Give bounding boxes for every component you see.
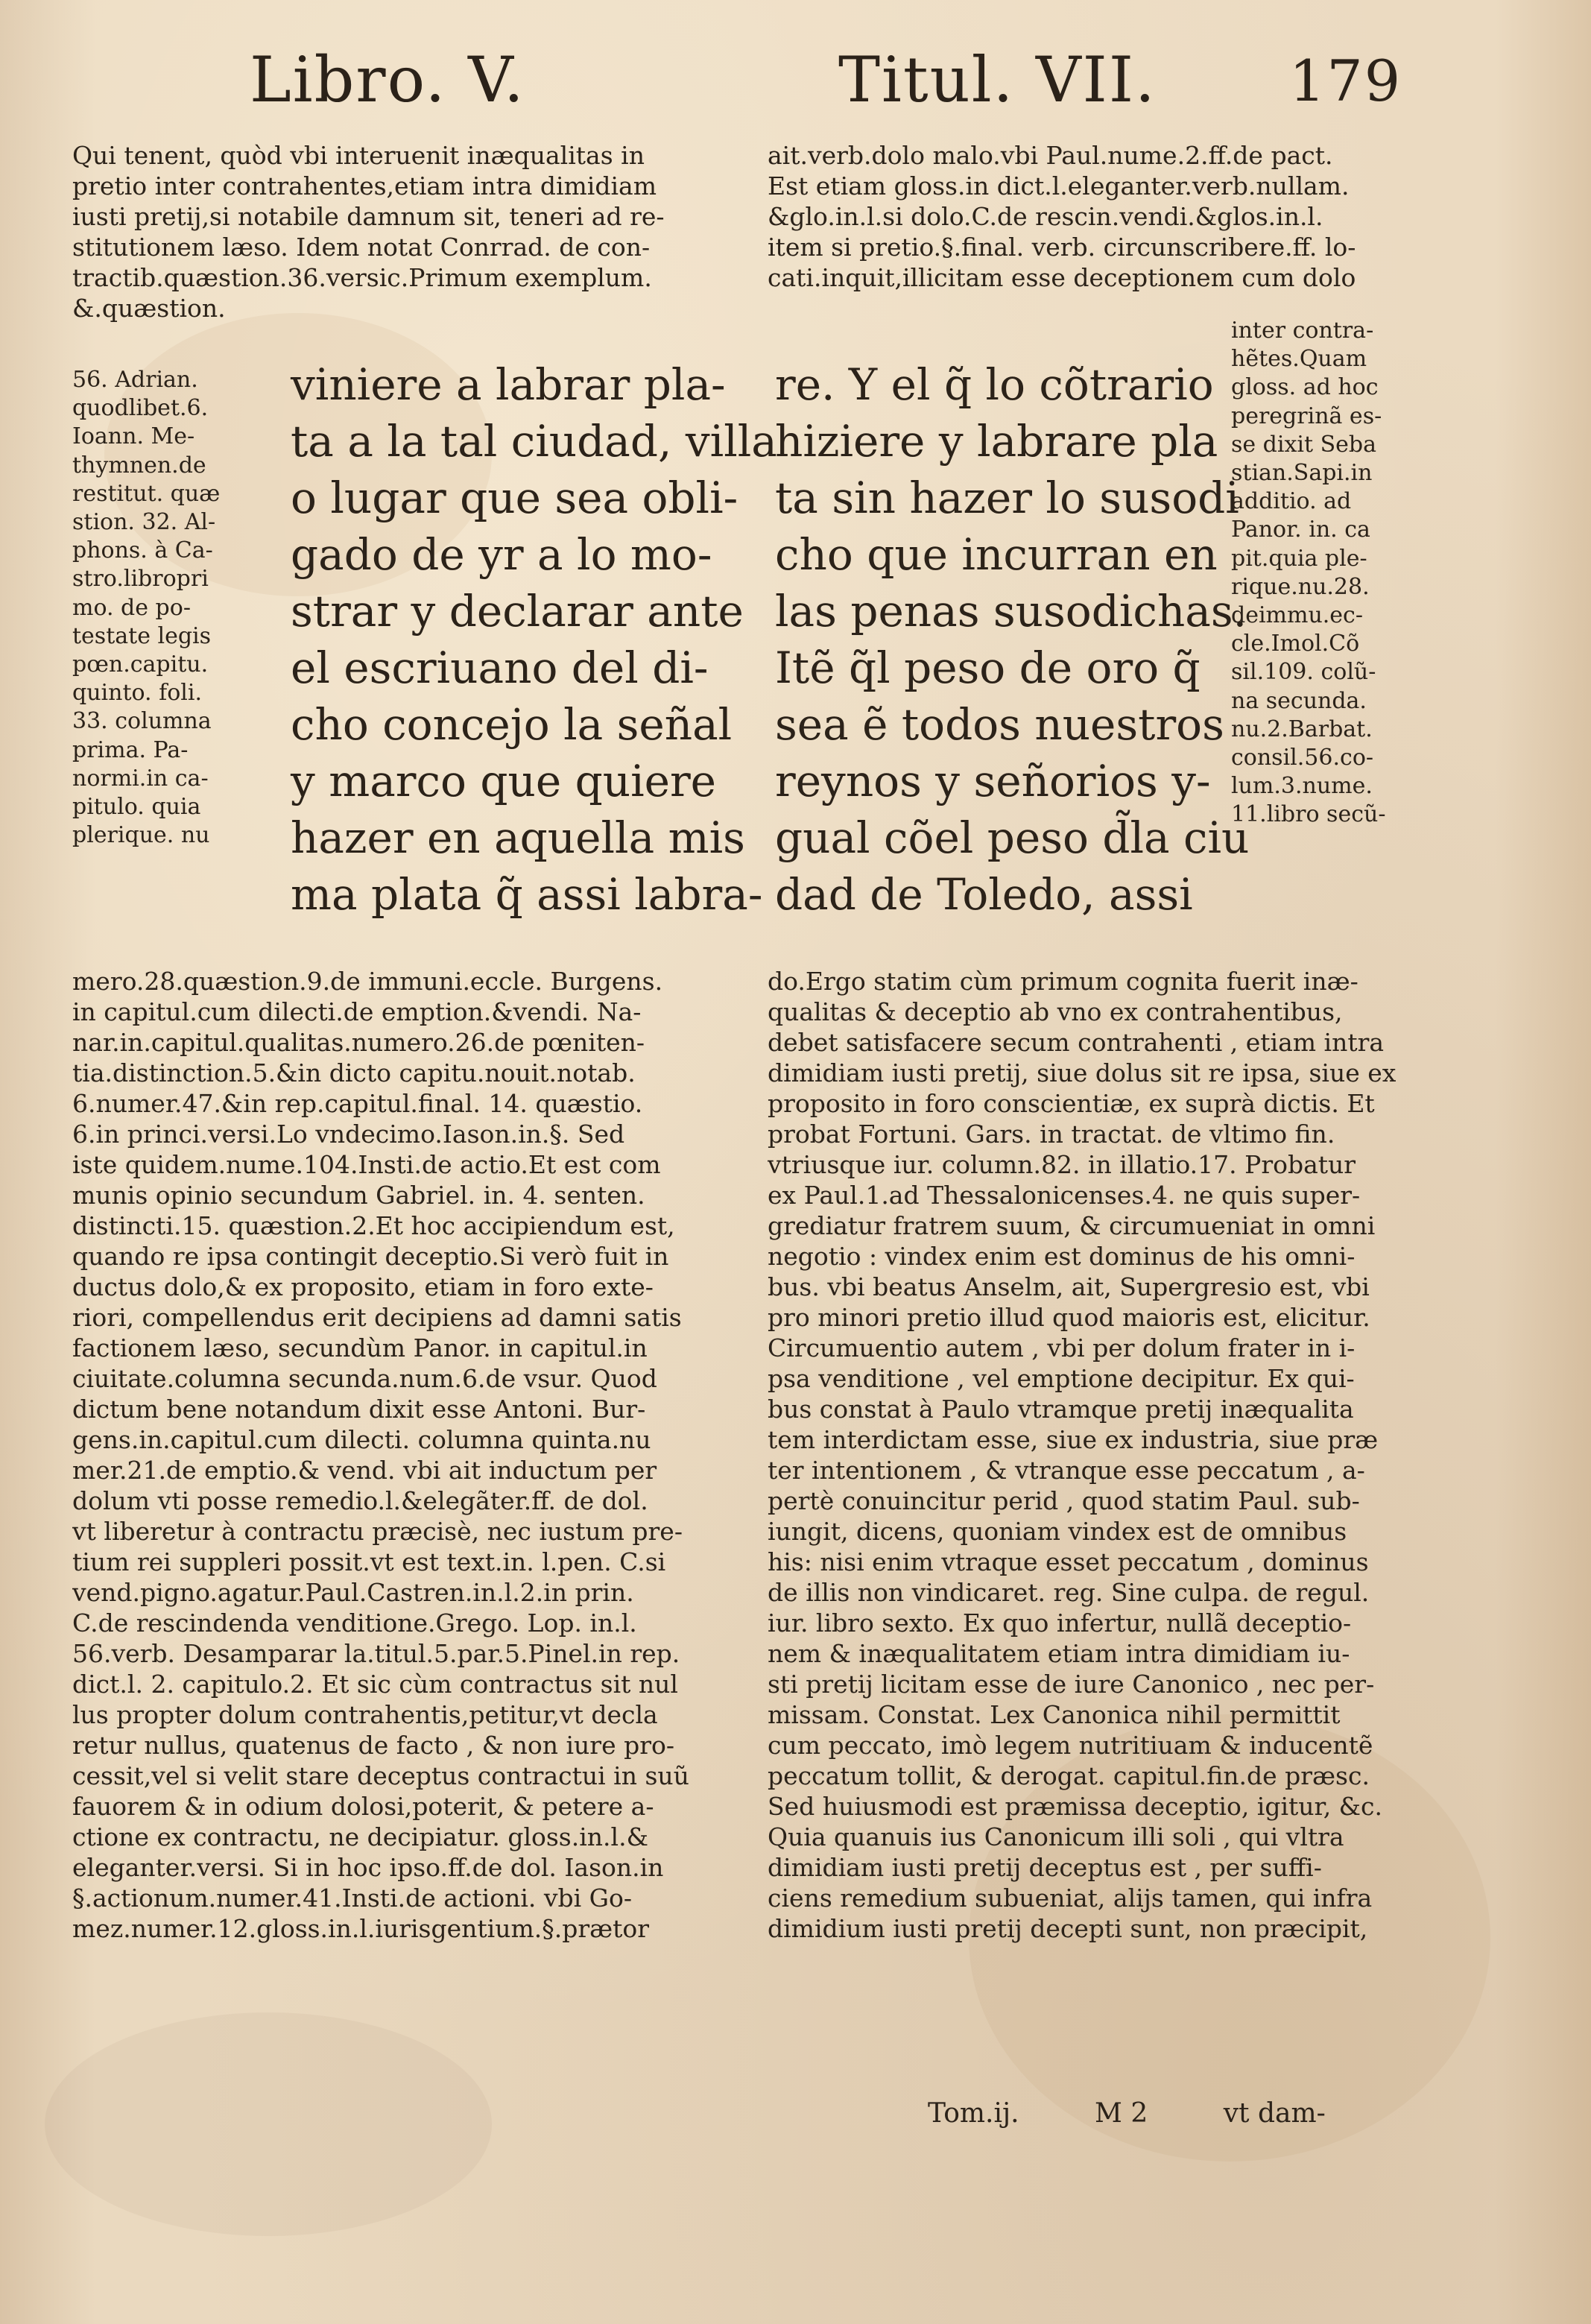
header-book: Libro. V. xyxy=(250,43,525,116)
text-line: bus constat à Paulo vtramque pretij inæqualita xyxy=(768,1395,1354,1424)
large-text-line: hazer en aquella mis xyxy=(291,812,745,863)
text-line: de illis non vindicaret. reg. Sine culpa. de regul. xyxy=(768,1578,1370,1607)
large-text-block-left xyxy=(291,356,777,923)
margin-line: stro.libropri xyxy=(72,566,209,593)
text-line: factionem læso, secundùm Panor. in capitul.in xyxy=(72,1333,648,1362)
text-line: cum peccato, imò legem nutritiuam & inducentẽ xyxy=(768,1731,1373,1760)
text-line: his: nisi enim vtraque esset peccatum , dominus xyxy=(768,1547,1369,1576)
text-line: quando re ipsa contingit deceptio.Si verò fuit in xyxy=(72,1242,669,1271)
margin-line: pit.quia ple- xyxy=(1231,545,1367,572)
text-line: nem & inæqualitatem etiam intra dimidiam iu- xyxy=(768,1639,1350,1668)
large-text-line: reynos y señorios y- xyxy=(775,756,1211,806)
large-text-line: dad de Toledo, assi xyxy=(775,869,1193,920)
margin-line: sil.109. colũ- xyxy=(1231,659,1376,686)
text-line: tractib.quæstion.36.versic.Primum exemplum. xyxy=(72,263,652,292)
margin-line: quinto. foli. xyxy=(72,680,202,707)
text-line: munis opinio secundum Gabriel. in. 4. senten. xyxy=(72,1181,645,1210)
margin-line: additio. ad xyxy=(1231,488,1352,515)
margin-line: restitut. quæ xyxy=(72,480,221,507)
text-line: eleganter.versi. Si in hoc ipso.ff.de dol. Iason.in xyxy=(72,1853,664,1882)
large-text-line: strar y declarar ante xyxy=(291,586,744,637)
margin-line: quodlibet.6. xyxy=(72,395,209,422)
text-line: negotio : vindex enim est dominus de his omni- xyxy=(768,1242,1356,1271)
text-line: dimidiam iusti pretij, siue dolus sit re ipsa, siue ex xyxy=(768,1058,1397,1087)
text-line: ait.verb.dolo malo.vbi Paul.nume.2.ff.de pact. xyxy=(768,141,1333,170)
text-line: Est etiam gloss.in dict.l.eleganter.verb.nullam. xyxy=(768,171,1350,200)
large-text-line: sea ẽ todos nuestros xyxy=(775,699,1224,750)
text-line: in capitul.cum dilecti.de emption.&vendi. Na- xyxy=(72,997,642,1026)
large-text-line: re. Y el q̃ lo cõtrario xyxy=(775,359,1214,410)
tome-mark: Tom.ij. xyxy=(928,2098,1019,2129)
text-line: ductus dolo,& ex proposito, etiam in foro exte- xyxy=(72,1272,654,1301)
margin-line: mo. de po- xyxy=(72,594,191,621)
text-line: psa venditione , vel emptione decipitur. Ex qui- xyxy=(768,1364,1355,1393)
margin-line: phons. à Ca- xyxy=(72,537,213,564)
left-column-top xyxy=(72,140,718,323)
large-text-line: gado de yr a lo mo- xyxy=(291,529,712,580)
margin-line: pitulo. quia xyxy=(72,794,201,821)
margin-line: inter contra- xyxy=(1231,318,1374,344)
text-line: dictum bene notandum dixit esse Antoni. Bur- xyxy=(72,1395,646,1424)
text-line: stitutionem læso. Idem notat Conrrad. de con- xyxy=(72,233,651,262)
large-text-line: gual cõel peso d̃la ciu xyxy=(775,812,1250,863)
right-margin-note xyxy=(1231,317,1410,830)
text-line: iur. libro sexto. Ex quo infertur, nullã deceptio- xyxy=(768,1608,1352,1638)
text-line: cati.inquit,illicitam esse deceptionem cum dolo xyxy=(768,263,1356,292)
margin-line: 11.libro secũ- xyxy=(1231,801,1386,828)
large-text-line: hiziere y labrare pla xyxy=(775,416,1218,467)
text-line: Sed huiusmodi est præmissa deceptio, igitur, &c. xyxy=(768,1792,1383,1821)
text-line: debet satisfacere secum contrahenti , etiam intra xyxy=(768,1028,1385,1057)
text-line: proposito in foro conscientiæ, ex suprà dictis. Et xyxy=(768,1089,1375,1118)
text-line: mero.28.quæstion.9.de immuni.eccle. Burgens. xyxy=(72,967,663,996)
text-line: 6.in princi.versi.Lo vndecimo.Iason.in.§. Sed xyxy=(72,1120,625,1149)
text-line: lus propter dolum contrahentis,petitur,vt decla xyxy=(72,1700,658,1729)
text-line: sti pretij licitam esse de iure Canonico , nec per- xyxy=(768,1670,1375,1699)
text-line: distincti.15. quæstion.2.Et hoc accipiendum est, xyxy=(72,1211,675,1240)
text-line: missam. Constat. Lex Canonica nihil permittit xyxy=(768,1700,1341,1729)
margin-line: prima. Pa- xyxy=(72,736,189,763)
margin-line: na secunda. xyxy=(1231,687,1367,714)
text-line: &glo.in.l.si dolo.C.de rescin.vendi.&glos.in.l. xyxy=(768,202,1323,231)
text-line: §.actionum.numer.41.Insti.de actioni. vbi Go- xyxy=(72,1883,633,1913)
margin-line: se dixit Seba xyxy=(1231,431,1376,458)
text-line: dimidiam iusti pretij deceptus est , per suffi- xyxy=(768,1853,1322,1882)
text-line: iste quidem.nume.104.Insti.de actio.Et est com xyxy=(72,1150,661,1179)
margin-line: thymnen.de xyxy=(72,452,206,479)
large-text-line: ta a la tal ciudad, villa xyxy=(291,416,777,467)
large-text-line: y marco que quiere xyxy=(291,756,716,806)
text-line: grediatur fratrem suum, & circumueniat in omni xyxy=(768,1211,1376,1240)
text-line: mer.21.de emptio.& vend. vbi ait inductum per xyxy=(72,1456,657,1485)
margin-line: cle.Imol.Cõ xyxy=(1231,631,1360,657)
left-margin-note xyxy=(72,366,251,850)
text-line: Quia quanuis ius Canonicum illi soli , qui vltra xyxy=(768,1822,1344,1851)
text-line: dolum vti posse remedio.l.&elegãter.ff. de dol. xyxy=(72,1486,648,1515)
catchword: vt dam- xyxy=(1223,2098,1326,2129)
text-line: tia.distinction.5.&in dicto capitu.nouit.notab. xyxy=(72,1058,636,1087)
text-line: 56.verb. Desamparar la.titul.5.par.5.Pinel.in rep. xyxy=(72,1639,680,1668)
text-line: Circumuentio autem , vbi per dolum frater in i- xyxy=(768,1333,1356,1362)
text-line: ciens remedium subueniat, alijs tamen, qui infra xyxy=(768,1883,1373,1913)
text-line: do.Ergo statim cùm primum cognita fuerit inæ- xyxy=(768,967,1358,996)
margin-line: consil.56.co- xyxy=(1231,745,1374,771)
right-column-top xyxy=(768,140,1408,293)
text-line: riori, compellendus erit decipiens ad damni satis xyxy=(72,1303,682,1332)
text-line: fauorem & in odium dolosi,poterit, & petere a- xyxy=(72,1792,654,1821)
text-line: vt liberetur à contractu præcisè, nec iustum pre- xyxy=(72,1517,683,1546)
margin-line: plerique. nu xyxy=(72,822,210,849)
text-line: dict.l. 2. capitulo.2. Et sic cùm contractus sit nul xyxy=(72,1670,678,1699)
margin-line: peregrinã es- xyxy=(1231,402,1382,429)
text-line: Qui tenent, quòd vbi interuenit inæqualitas in xyxy=(72,141,645,170)
margin-line: deimmu.ec- xyxy=(1231,602,1363,629)
margin-line: stion. 32. Al- xyxy=(72,509,216,536)
text-line: vend.pigno.agatur.Paul.Castren.in.l.2.in prin. xyxy=(72,1578,634,1607)
text-line: tium rei suppleri possit.vt est text.in. l.pen. C.si xyxy=(72,1547,666,1576)
large-text-line: cho que incurran en xyxy=(775,529,1218,580)
text-line: C.de rescindenda venditione.Grego. Lop. in.l. xyxy=(72,1608,637,1638)
margin-line: 56. Adrian. xyxy=(72,367,198,393)
page-footer xyxy=(928,2098,1393,2129)
margin-line: gloss. ad hoc xyxy=(1231,374,1379,401)
text-line: mez.numer.12.gloss.in.l.iurisgentium.§.prætor xyxy=(72,1914,650,1943)
large-text-line: Itẽ q̃l peso de oro q̃ xyxy=(775,642,1201,693)
page-number: 179 xyxy=(1289,48,1402,114)
text-line: retur nullus, quatenus de facto , & non iure pro- xyxy=(72,1731,675,1760)
text-line: pertè conuincitur perid , quod statim Paul. sub- xyxy=(768,1486,1360,1515)
margin-line: nu.2.Barbat. xyxy=(1231,716,1373,742)
left-column-bottom xyxy=(72,966,718,1944)
text-line: peccatum tollit, & derogat. capitul.fin.de præsc. xyxy=(768,1761,1370,1790)
large-text-line: el escriuano del di- xyxy=(291,642,709,693)
text-line: pro minori pretio illud quod maioris est, elicitur. xyxy=(768,1303,1370,1332)
margin-line: normi.in ca- xyxy=(72,765,209,792)
margin-line: stian.Sapi.in xyxy=(1231,460,1373,487)
signature-mark: M 2 xyxy=(1095,2098,1148,2129)
large-text-line: o lugar que sea obli- xyxy=(291,473,738,523)
text-line: iungit, dicens, quoniam vindex est de omnibus xyxy=(768,1517,1347,1546)
text-line: bus. vbi beatus Anselm, ait, Supergresio est, vbi xyxy=(768,1272,1370,1301)
text-line: probat Fortuni. Gars. in tractat. de vltimo fin. xyxy=(768,1120,1335,1149)
margin-line: rique.nu.28. xyxy=(1231,573,1370,600)
large-text-line: ta sin hazer lo susodi xyxy=(775,473,1239,523)
header-title: Titul. VII. xyxy=(838,43,1157,116)
text-line: vtriusque iur. column.82. in illatio.17. Probatur xyxy=(768,1150,1356,1179)
right-column-bottom xyxy=(768,966,1408,1944)
margin-line: Ioann. Me- xyxy=(72,423,195,450)
margin-line: hẽtes.Quam xyxy=(1231,346,1367,373)
large-text-line: ma plata q̃ assi labra- xyxy=(291,869,763,920)
text-line: ter intentionem , & vtranque esse peccatum , a- xyxy=(768,1456,1365,1485)
margin-line: lum.3.nume. xyxy=(1231,773,1373,800)
margin-line: pœn.capitu. xyxy=(72,651,209,678)
text-line: iusti pretij,si notabile damnum sit, teneri ad re- xyxy=(72,202,665,231)
large-text-block-right xyxy=(775,356,1250,923)
large-text-line: las penas susodichas. xyxy=(775,586,1247,637)
text-line: item si pretio.§.final. verb. circunscribere.ff. lo- xyxy=(768,233,1356,262)
text-line: qualitas & deceptio ab vno ex contrahentibus, xyxy=(768,997,1343,1026)
text-line: ex Paul.1.ad Thessalonicenses.4. ne quis super- xyxy=(768,1181,1361,1210)
text-line: dimidium iusti pretij decepti sunt, non præcipit, xyxy=(768,1914,1368,1943)
text-line: ciuitate.columna secunda.num.6.de vsur. Quod xyxy=(72,1364,657,1393)
text-line: tem interdictam esse, siue ex industria, siue præ xyxy=(768,1425,1379,1454)
margin-line: 33. columna xyxy=(72,708,212,735)
text-line: &.quæstion. xyxy=(72,294,226,323)
text-line: pretio inter contrahentes,etiam intra dimidiam xyxy=(72,171,657,200)
text-line: nar.in.capitul.qualitas.numero.26.de pœniten- xyxy=(72,1028,645,1057)
running-header xyxy=(0,43,1591,125)
text-line: cessit,vel si velit stare deceptus contractui in suũ xyxy=(72,1761,689,1790)
margin-line: testate legis xyxy=(72,622,212,649)
large-text-line: cho concejo la señal xyxy=(291,699,733,750)
margin-line: Panor. in. ca xyxy=(1231,517,1370,543)
text-line: 6.numer.47.&in rep.capitul.final. 14. quæstio. xyxy=(72,1089,643,1118)
large-text-line: viniere a labrar pla- xyxy=(291,359,726,410)
text-line: gens.in.capitul.cum dilecti. columna quinta.nu xyxy=(72,1425,651,1454)
text-line: ctione ex contractu, ne decipiatur. gloss.in.l.& xyxy=(72,1822,648,1851)
paper-stain xyxy=(45,2012,492,2236)
